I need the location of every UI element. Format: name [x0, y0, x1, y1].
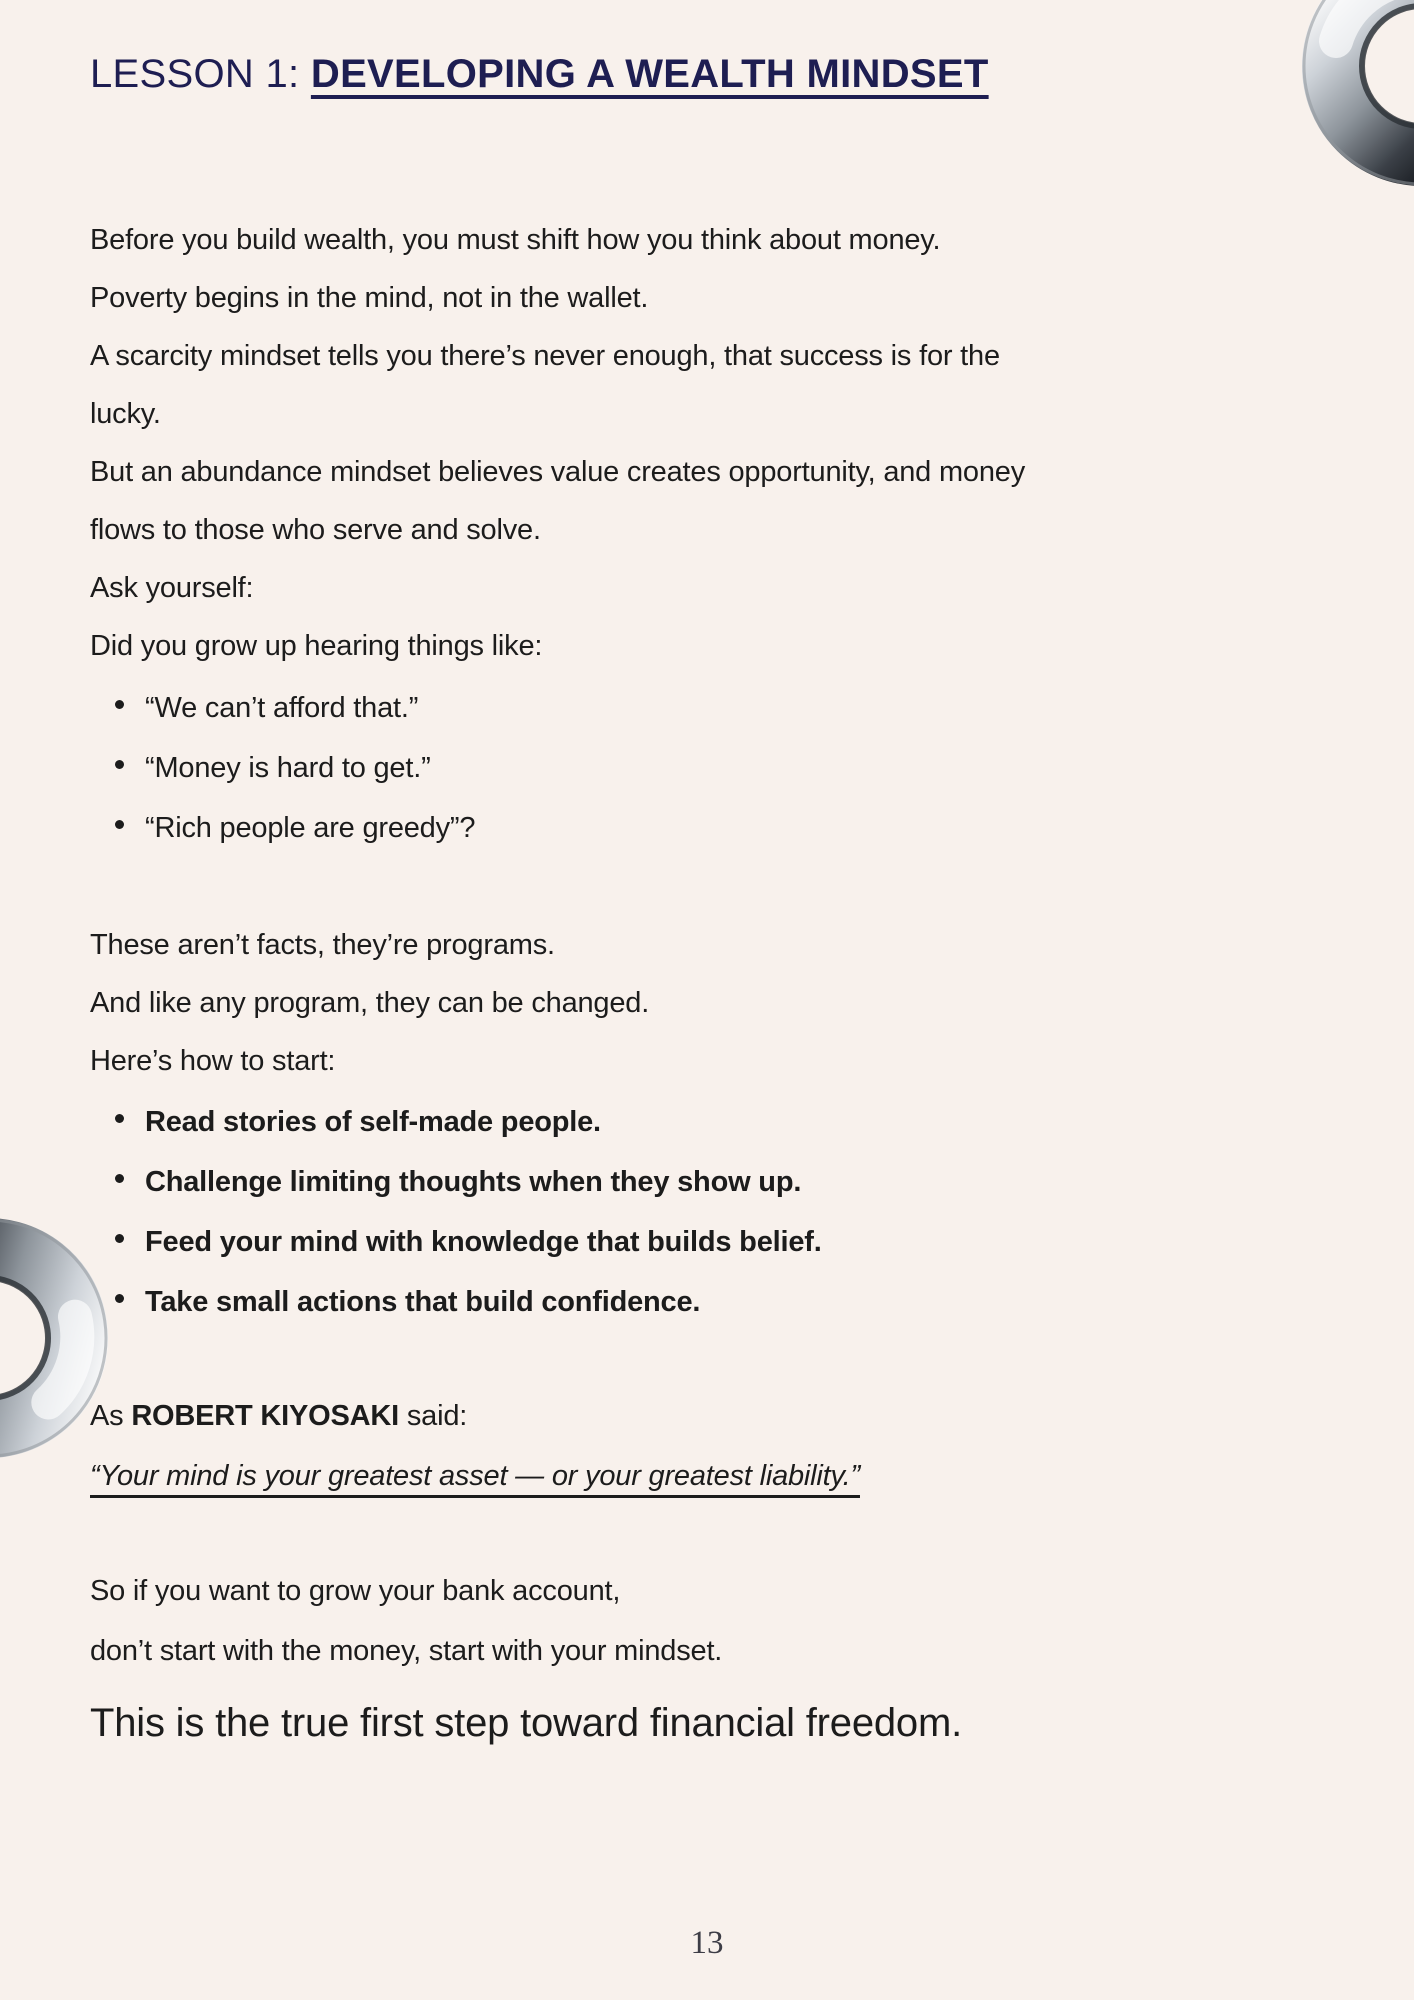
bullet-dot — [115, 820, 124, 829]
list-item — [90, 1212, 1344, 1272]
conclusion-line: don’t start with the money, start with your mindset. — [90, 1635, 723, 1667]
page-title — [90, 52, 1344, 97]
intro-line: But an abundance mindset believes value creates opportunity, and money — [90, 456, 1026, 488]
list-item — [90, 1152, 1344, 1212]
belief-bullet-list — [90, 678, 1344, 858]
intro-line: lucky. — [90, 398, 161, 430]
bullet-dot — [115, 760, 124, 769]
intro-line: flows to those who serve and solve. — [90, 514, 541, 546]
conclusion-line: So if you want to grow your bank account, — [90, 1575, 621, 1607]
list-item — [90, 738, 1344, 798]
bullet-dot — [115, 1174, 124, 1183]
quote-block — [90, 1386, 1344, 1506]
closing-emphasis-line: This is the true first step toward financial freedom. — [90, 1701, 962, 1745]
reframe-line: And like any program, they can be changed. — [90, 987, 650, 1019]
list-item — [90, 1092, 1344, 1152]
lesson-number-label: LESSON 1: — [90, 52, 300, 96]
action-bullet-list — [90, 1092, 1344, 1332]
intro-paragraph — [90, 211, 1344, 675]
conclusion-paragraph — [90, 1561, 1344, 1681]
list-item — [90, 678, 1344, 738]
action-bullet-text: Take small actions that build confidence. — [145, 1286, 701, 1318]
intro-line: Did you grow up hearing things like: — [90, 630, 543, 662]
bullet-dot — [115, 1294, 124, 1303]
bullet-dot — [115, 700, 124, 709]
belief-bullet-text: “Rich people are greedy”? — [145, 812, 476, 844]
intro-line: Before you build wealth, you must shift how you think about money. — [90, 224, 941, 256]
belief-bullet-text: “Money is hard to get.” — [145, 752, 431, 784]
quote-author: ROBERT KIYOSAKI — [131, 1400, 399, 1432]
reframe-paragraph — [90, 916, 1344, 1090]
reframe-line: These aren’t facts, they’re programs. — [90, 929, 555, 961]
action-bullet-text: Challenge limiting thoughts when they show up. — [145, 1166, 802, 1198]
intro-line: A scarcity mindset tells you there’s never enough, that success is for the — [90, 340, 1000, 372]
quote-text: “Your mind is your greatest asset — or your greatest liability.” — [90, 1460, 860, 1492]
action-bullet-text: Feed your mind with knowledge that builds belief. — [145, 1226, 822, 1258]
belief-bullet-text: “We can’t afford that.” — [145, 692, 419, 724]
bullet-dot — [115, 1234, 124, 1243]
list-item — [90, 798, 1344, 858]
action-bullet-text: Read stories of self-made people. — [145, 1106, 601, 1138]
list-item — [90, 1272, 1344, 1332]
chrome-donut-ring-top-right-icon — [1292, 0, 1414, 196]
quote-attribution — [90, 1386, 1344, 1446]
bullet-dot — [115, 1114, 124, 1123]
reframe-line: Here’s how to start: — [90, 1045, 336, 1077]
intro-line: Poverty begins in the mind, not in the wallet. — [90, 282, 649, 314]
intro-line: Ask yourself: — [90, 572, 254, 604]
lesson-title-text: DEVELOPING A WEALTH MINDSET — [310, 52, 989, 96]
page-number: 13 — [690, 1925, 724, 1961]
quote-suffix: said: — [406, 1400, 468, 1432]
quote-prefix: As — [90, 1400, 124, 1432]
